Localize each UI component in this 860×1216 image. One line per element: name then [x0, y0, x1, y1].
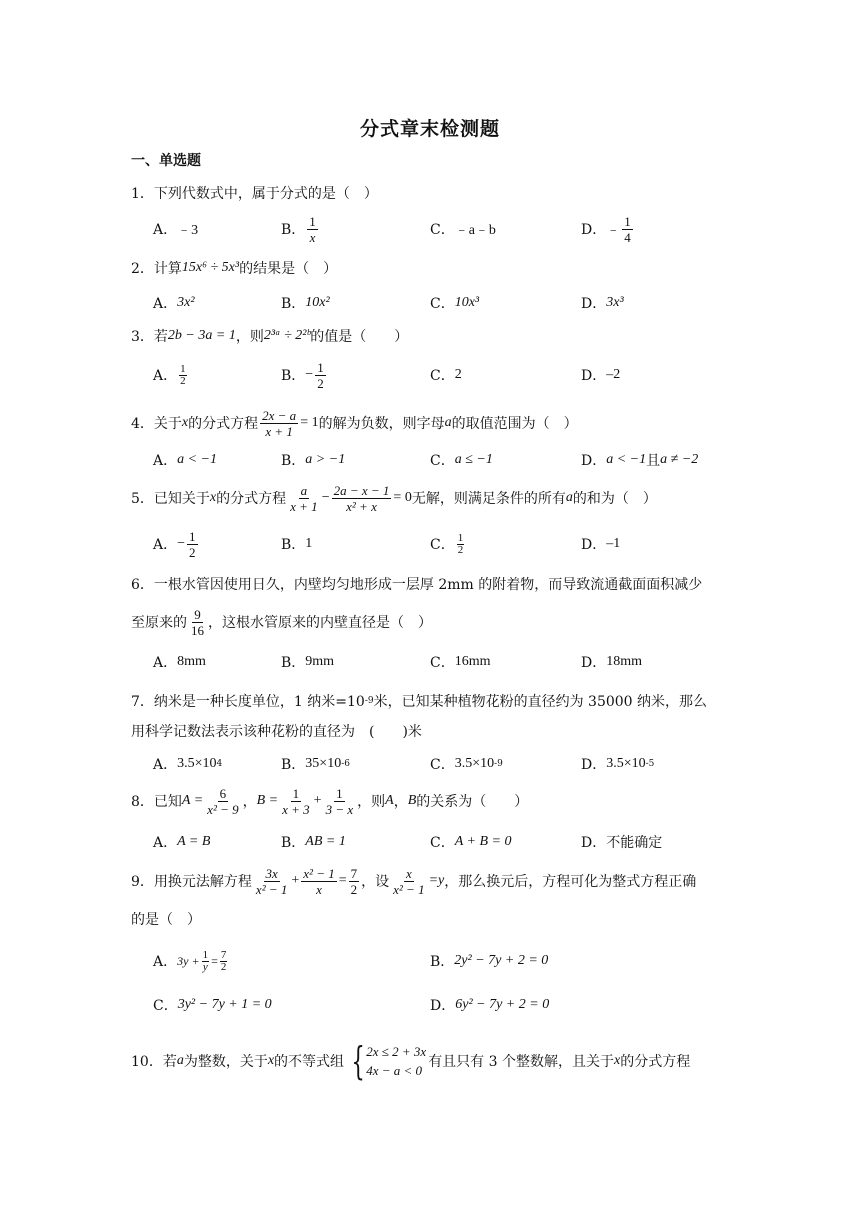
page-title: 分式章末检测题 — [359, 118, 500, 140]
fraction: $\frac{1}{2}$ — [180, 362, 186, 387]
option-a: A． 3y + $\frac{1}{y}$ = $\frac{7}{2}$ — [153, 948, 227, 973]
option-c: C． 10x³ — [430, 295, 480, 312]
option-a: A． A = B — [153, 834, 211, 851]
option-b: B． 10x² — [281, 295, 330, 312]
fraction: $\frac{9}{16}$ — [191, 606, 204, 638]
question-7: 7．纳米是一种长度单位，1 纳米=10 -9 米，已知某种植物花粉的直径约为 35000 纳米，那么 — [131, 694, 708, 710]
option-a: A． 3x² — [153, 295, 195, 312]
option-b: B． $\frac{1}{x}$ — [281, 213, 316, 245]
option-c: C． ﹣a﹣b — [430, 222, 496, 238]
fraction: $\frac{1}{2}$ — [189, 528, 196, 560]
question-6-line-2: 至原来的 $\frac{9}{16}$ ，这根水管原来的内壁直径是（ ） — [131, 606, 432, 638]
question-3: 3．若 2b − 3a = 1 ，则 2³ᵃ ÷ 2²ᵇ 的值是（ ） — [131, 328, 409, 345]
fraction: $\frac{1}{x}$ — [309, 213, 316, 245]
fraction: $\frac{1}{2}$ — [317, 359, 324, 391]
question-9: 9．用换元法解方程 $\frac{3x}{\text{x² − 1}}$ + $\frac{\text{x² − 1}}{x}$ = $\frac{7}{2}$ ，设 $\frac{x}{\text{x² − 1}}$ =y ，那么换元后，方程可化为整式方程正确 — [131, 865, 697, 897]
option-a: A． a < −1 — [153, 452, 218, 469]
option-d: D． 3x³ — [581, 295, 624, 312]
question-text: 1．下列代数式中，属于分式的是（ ） — [131, 186, 378, 202]
fraction: $\frac{1}{x + 3}$ — [282, 785, 310, 817]
option-c: C． 16mm — [430, 654, 491, 671]
fraction: $\frac{2x - a}{x + 1}$ — [262, 407, 297, 439]
option-b: B． 35×10 -6 — [281, 756, 350, 773]
option-b: B． 2y² − 7y + 2 = 0 — [430, 953, 549, 970]
fraction: $\frac{x}{\text{x² − 1}}$ — [393, 865, 425, 897]
option-d: D． ﹣ $\frac{1}{4}$ — [581, 213, 631, 245]
option-b: B． 1 — [281, 536, 313, 553]
option-c: C． 2 — [430, 367, 462, 384]
option-a: A． 3.5×10 4 — [153, 756, 223, 773]
question-8: 8．已知 A = $\frac{6}{\text{x² − 9}}$ ， B = $\frac{1}{x + 3}$ + $\frac{1}{3 - x}$ ，则 A ， B 的关系为（ ） — [131, 785, 529, 817]
option-b: B． − $\frac{1}{2}$ — [281, 359, 324, 391]
fraction: $\frac{1}{4}$ — [624, 213, 631, 245]
question-6: 6．一根水管因使用日久，内壁均匀地形成一层厚 2mm 的附着物，而导致流通截面面积减少 — [131, 577, 703, 593]
math-expression: 15x⁶ ÷ 5x³ — [181, 260, 240, 275]
question-4: 4．关于 x 的分式方程 $\frac{2x - a}{x + 1}$ = 1 的解为负数，则字母 a 的取值范围为（ ） — [131, 407, 578, 439]
question-10: 10．若 a 为整数，关于 x 的不等式组 { 2x ≤ 2 + 3x 4x − a < 0 有且只有 3 个整数解，且关于 x 的分式方程 — [131, 1039, 691, 1083]
option-a: A． 8mm — [153, 654, 206, 671]
fraction: $\frac{3x}{\text{x² − 1}}$ — [255, 865, 288, 897]
fraction: $\frac{a}{x + 1}$ — [290, 482, 318, 514]
option-c: C． 3.5×10 -9 — [430, 756, 503, 773]
inequality-system: { 2x ≤ 2 + 3x 4x − a < 0 — [351, 1039, 427, 1083]
option-c: C． $\frac{1}{2}$ — [430, 531, 464, 556]
option-b: B． a > −1 — [281, 452, 346, 469]
option-d: D． 不能确定 — [581, 835, 663, 851]
fraction: $\frac{1}{y}$ — [202, 948, 209, 973]
option-c: C． 3y² − 7y + 1 = 0 — [153, 997, 272, 1014]
fraction: $\frac{7}{2}$ — [350, 865, 358, 897]
fraction: $\frac{2a - x - 1}{\text{x² + x}}$ — [333, 482, 390, 514]
option-a: A． $\frac{1}{2}$ — [153, 362, 186, 387]
option-c: C． a ≤ −1 — [430, 452, 493, 469]
option-d: D． 3.5×10 -5 — [581, 756, 655, 773]
math-expression: 2³ᵃ ÷ 2²ᵇ — [263, 328, 311, 343]
option-b: B． 9mm — [281, 654, 335, 671]
option-a: A． − $\frac{1}{2}$ — [153, 528, 196, 560]
option-d: D． a < −1 且 a ≠ −2 — [581, 452, 699, 469]
option-d: D． 18mm — [581, 654, 643, 671]
question-1 — [131, 178, 378, 208]
option-c: C． A + B = 0 — [430, 834, 512, 851]
question-7-line-2: 用科学记数法表示该种花粉的直径为 ( )米 — [131, 724, 422, 740]
question-9-line-2: 的是（ ） — [131, 912, 201, 928]
fraction: $\frac{1}{3 - x}$ — [325, 785, 354, 817]
option-b: B． AB = 1 — [281, 834, 346, 851]
question-2: 2．计算 15x⁶ ÷ 5x³ 的结果是（ ） — [131, 260, 338, 277]
option-d: D． –1 — [581, 536, 621, 553]
fraction: $\frac{\text{x² − 1}}{x}$ — [303, 865, 335, 897]
option-a: A． ﹣3 — [153, 222, 199, 238]
option-d: D． –2 — [581, 367, 621, 384]
math-expression: 2b − 3a = 1 — [167, 328, 236, 343]
question-5: 5．已知关于 x 的分式方程 $\frac{a}{x + 1}$ − $\frac{2a - x - 1}{\text{x² + x}}$ = 0 无解，则满足条件的所有 a 的和为（ ） — [131, 482, 657, 514]
fraction: $\frac{1}{2}$ — [457, 531, 464, 556]
fraction: $\frac{6}{\text{x² − 9}}$ — [207, 785, 239, 817]
fraction: $\frac{7}{2}$ — [220, 948, 227, 973]
section-heading: 一、单选题 — [131, 153, 201, 169]
option-d: D． 6y² − 7y + 2 = 0 — [430, 997, 550, 1014]
